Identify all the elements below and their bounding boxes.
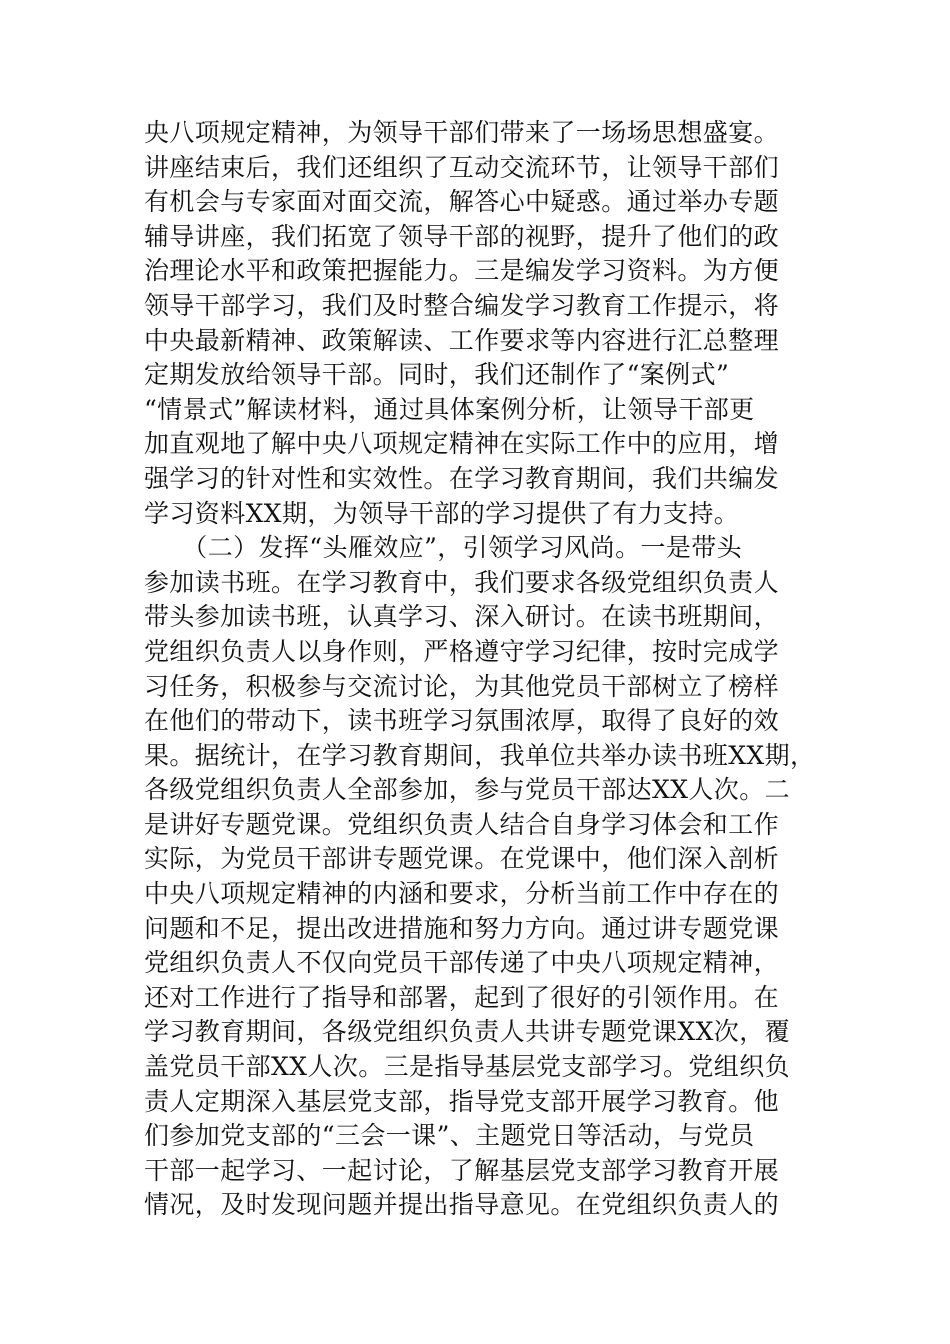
text-line: 果。据统计，在学习教育期间，我单位共举办读书班XX期， xyxy=(144,740,816,770)
text-line: 们参加党支部的“三会一课”、主题党日等活动，与党员 xyxy=(144,1121,755,1151)
body-text xyxy=(144,116,844,1223)
text-line: 有机会与专家面对面交流，解答心中疑惑。通过举办专题 xyxy=(144,187,780,217)
text-line: 学习资料XX期，为领导干部的学习提供了有力支持。 xyxy=(144,498,740,528)
text-line: （二）发挥“头雁效应”，引领学习风尚。一是带头 xyxy=(144,533,743,563)
text-line: 党组织负责人不仅向党员干部传递了中央八项规定精神， xyxy=(144,948,780,978)
text-line: 辅导讲座，我们拓宽了领导干部的视野，提升了他们的政 xyxy=(144,221,780,251)
text-line: 带头参加读书班，认真学习、深入研讨。在读书班期间， xyxy=(144,602,780,632)
text-line: 领导干部学习，我们及时整合编发学习教育工作提示，将 xyxy=(144,290,780,320)
text-line: 中央最新精神、政策解读、工作要求等内容进行汇总整理 xyxy=(144,325,780,355)
text-line: 是讲好专题党课。党组织负责人结合自身学习体会和工作 xyxy=(144,809,780,839)
text-line: 情况，及时发现问题并提出指导意见。在党组织负责人的 xyxy=(144,1190,780,1220)
text-line: 央八项规定精神，为领导干部们带来了一场场思想盛宴。 xyxy=(144,118,780,147)
text-line: 参加读书班。在学习教育中，我们要求各级党组织负责人 xyxy=(144,567,780,597)
text-line: 实际，为党员干部讲专题党课。在党课中，他们深入剖析 xyxy=(144,844,780,874)
text-line: 加直观地了解中央八项规定精神在实际工作中的应用，增 xyxy=(144,429,780,459)
text-line: 治理论水平和政策把握能力。三是编发学习资料。为方便 xyxy=(144,256,780,286)
text-line: 还对工作进行了指导和部署，起到了很好的引领作用。在 xyxy=(144,982,780,1012)
text-line: 习任务，积极参与交流讨论，为其他党员干部树立了榜样 xyxy=(144,671,780,701)
text-line: 责人定期深入基层党支部，指导党支部开展学习教育。他 xyxy=(144,1086,780,1116)
text-line: 定期发放给领导干部。同时，我们还制作了“案例式” xyxy=(144,360,730,390)
text-line: 强学习的针对性和实效性。在学习教育期间，我们共编发 xyxy=(144,463,780,493)
text-line: 党组织负责人以身作则，严格遵守学习纪律，按时完成学 xyxy=(144,636,780,666)
text-line: 学习教育期间，各级党组织负责人共讲专题党课XX次，覆 xyxy=(144,1017,790,1047)
text-line: “情景式”解读材料，通过具体案例分析，让领导干部更 xyxy=(144,394,755,424)
text-line: 干部一起学习、一起讨论，了解基层党支部学习教育开展 xyxy=(144,1155,780,1185)
text-line: 中央八项规定精神的内涵和要求，分析当前工作中存在的 xyxy=(144,879,780,909)
text-line: 各级党组织负责人全部参加，参与党员干部达XX人次。二 xyxy=(144,775,790,805)
text-line: 讲座结束后，我们还组织了互动交流环节，让领导干部们 xyxy=(144,152,780,182)
text-line: 问题和不足，提出改进措施和努力方向。通过讲专题党课 xyxy=(144,913,780,943)
text-line: 盖党员干部XX人次。三是指导基层党支部学习。党组织负 xyxy=(144,1052,790,1082)
text-line: 在他们的带动下，读书班学习氛围浓厚，取得了良好的效 xyxy=(144,706,780,736)
